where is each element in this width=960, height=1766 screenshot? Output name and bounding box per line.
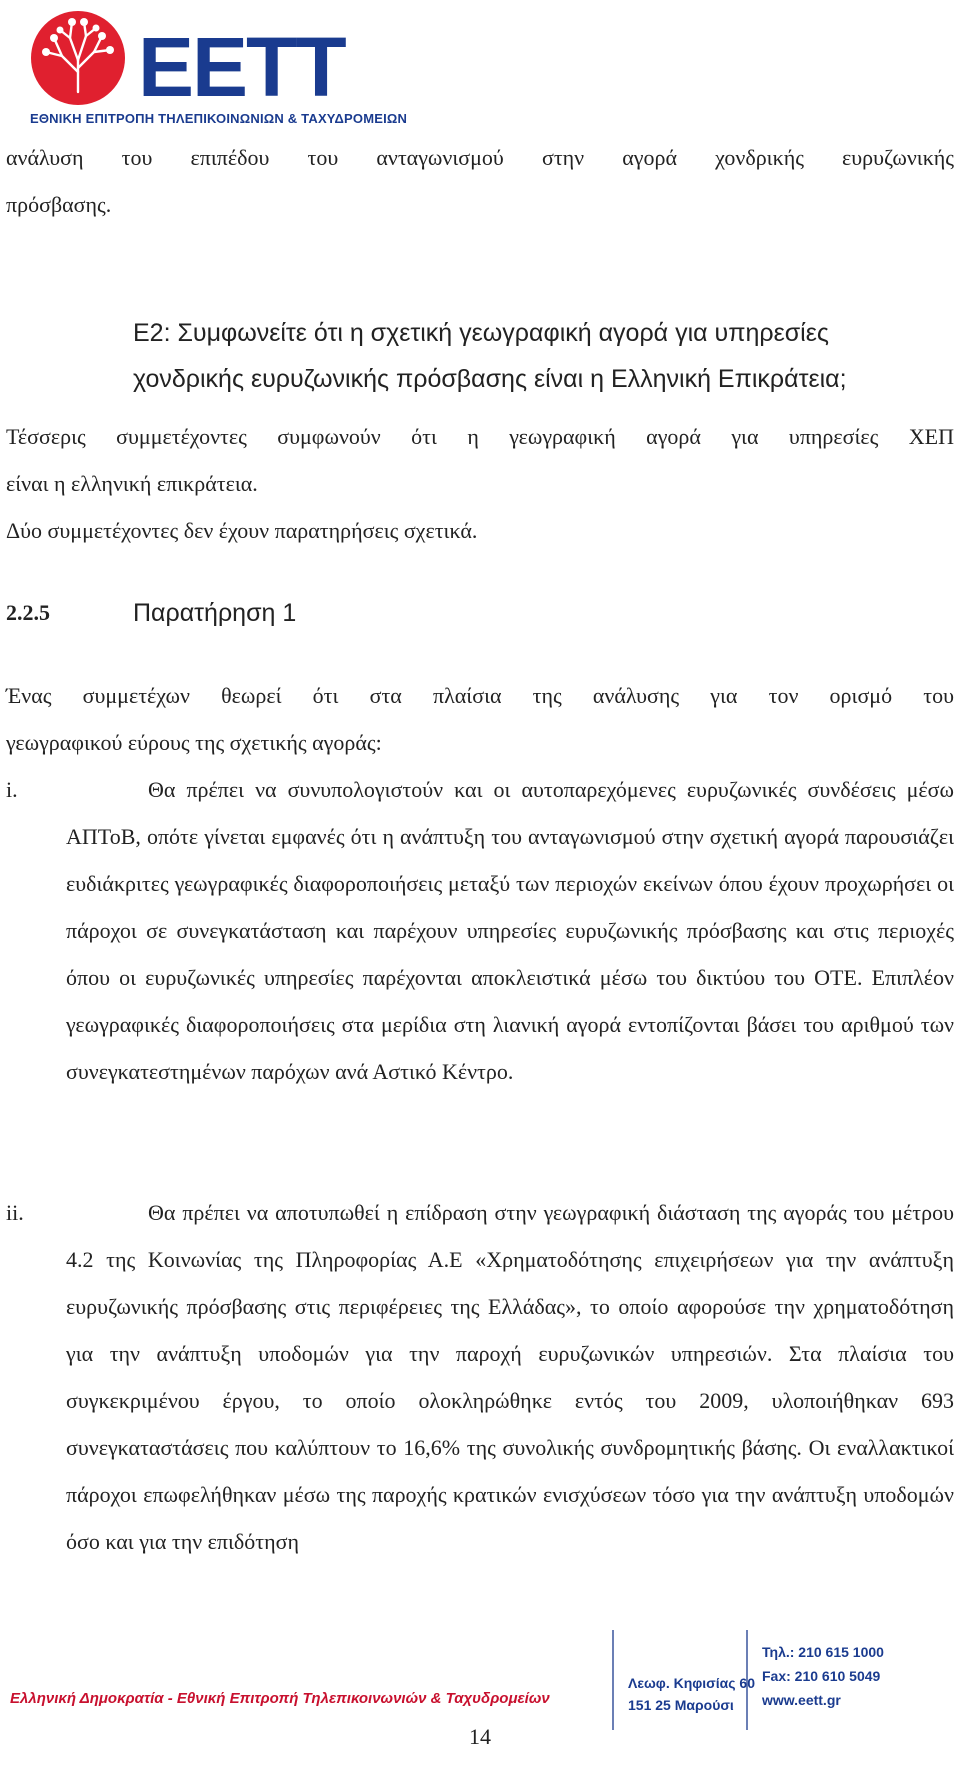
question-line-2: χονδρικής ευρυζωνικής πρόσβασης είναι η Ελληνική Επικράτεια; xyxy=(133,365,847,393)
intro-line-1: ανάλυση του επιπέδου του ανταγωνισμού στην αγορά χονδρικής ευρυζωνικής xyxy=(6,145,954,170)
observation-line-1: Ένας συμμετέχων θεωρεί ότι στα πλαίσια της ανάλυσης για τον ορισμό του xyxy=(6,683,954,708)
page-number: 14 xyxy=(469,1724,491,1749)
logo-subtitle: ΕΘΝΙΚΗ ΕΠΙΤΡΟΠΗ ΤΗΛΕΠΙΚΟΙΝΩΝΙΩΝ & ΤΑΧΥΔΡΟΜΕΙΩΝ xyxy=(30,111,408,126)
eett-logo-graphic xyxy=(30,8,390,108)
answer-1-line-1: Τέσσερις συμμετέχοντες συμφωνούν ότι η γεωγραφική αγορά για υπηρεσίες ΧΕΠ xyxy=(6,424,954,449)
footer-address xyxy=(628,1672,755,1716)
intro-line-2: πρόσβασης. xyxy=(6,192,112,217)
list-item-2-text: Θα πρέπει να αποτυπωθεί η επίδραση στην γεωγραφική διάσταση της αγοράς του μέτρου 4.2 της Κοινωνίας της Πληροφορίας Α.Ε «Χρηματοδότησης επιχειρήσεων για την ανάπτυξη ευρυζωνικής πρόσβασης στις περιφέρειες της Ελλάδας», το οποίο αφορούσε την χρηματοδότηση για την ανάπτυξη υποδομών για την παροχή ευρυζωνικών υπηρεσιών. Στα πλαίσια του συγκεκριμένου έργου, το οποίο ολοκληρώθηκε εντός του 2009, υλοποιήθηκαν 693 συνεγκαταστάσεις που καλύπτουν το 16,6% της συνολικής συνδρομητικής βάσης. Οι εναλλακτικοί πάροχοι επωφελήθηκαν μέσω της παροχής κρατικών ενισχύσεων τόσο για την ανάπτυξη υποδομών όσο και για την επιδότηση xyxy=(66,1200,954,1554)
address-city: 151 25 Μαρούσι xyxy=(628,1697,734,1713)
eett-logo xyxy=(30,8,408,133)
footer-divider xyxy=(612,1630,614,1730)
fax: Fax: 210 610 5049 xyxy=(762,1668,881,1684)
answer-2: Δύο συμμετέχοντες δεν έχουν παρατηρήσεις σχετικά. xyxy=(6,518,478,543)
list-item-text xyxy=(66,1189,954,1565)
answer-1-line-2: είναι η ελληνική επικράτεια. xyxy=(6,471,258,496)
list-marker: ii. xyxy=(6,1200,24,1225)
section-number: 2.2.5 xyxy=(6,600,50,625)
list-marker: i. xyxy=(6,777,18,802)
footer-organization: Ελληνική Δημοκρατία - Εθνική Επιτροπή Τηλεπικοινωνιών & Ταχυδρομείων xyxy=(10,1690,550,1707)
footer-contact xyxy=(762,1640,884,1712)
address-street: Λεωφ. Κηφισίας 60 xyxy=(628,1675,755,1691)
question-line-1: Ε2: Συμφωνείτε ότι η σχετική γεωγραφική αγορά για υπηρεσίες xyxy=(133,319,829,347)
list-item-1-text: Θα πρέπει να συνυπολογιστούν και οι αυτοπαρεχόμενες ευρυζωνικές συνδέσεις μέσω ΑΠΤοΒ, οπότε γίνεται εμφανές ότι η ανάπτυξη του ανταγωνισμού στην σχετική αγορά παρουσιάζει ευδιάκριτες γεωγραφικές διαφοροποιήσεις μεταξύ των περιοχών εκείνων όπου έχουν προχωρήσει οι πάροχοι σε συνεγκατάσταση και παρέχουν υπηρεσίες ευρυζωνικής πρόσβασης και στις περιοχές όπου οι ευρυζωνικές υπηρεσίες παρέχονται αποκλειστικά μέσω του δικτύου του ΟΤΕ. Επιπλέον γεωγραφικές διαφοροποιήσεις στα μερίδια στη λιανική αγορά εντοπίζονται βάσει του αριθμού των συνεγκατεστημένων παρόχων ανά Αστικό Κέντρο. xyxy=(66,777,954,1084)
list-item-text xyxy=(66,766,954,1095)
phone: Τηλ.: 210 615 1000 xyxy=(762,1644,884,1660)
website-link[interactable]: www.eett.gr xyxy=(762,1692,841,1708)
observation-line-2: γεωγραφικού εύρους της σχετικής αγοράς: xyxy=(6,730,382,755)
logo-wordmark: EETT xyxy=(138,20,345,108)
section-title: Παρατήρηση 1 xyxy=(133,599,297,627)
